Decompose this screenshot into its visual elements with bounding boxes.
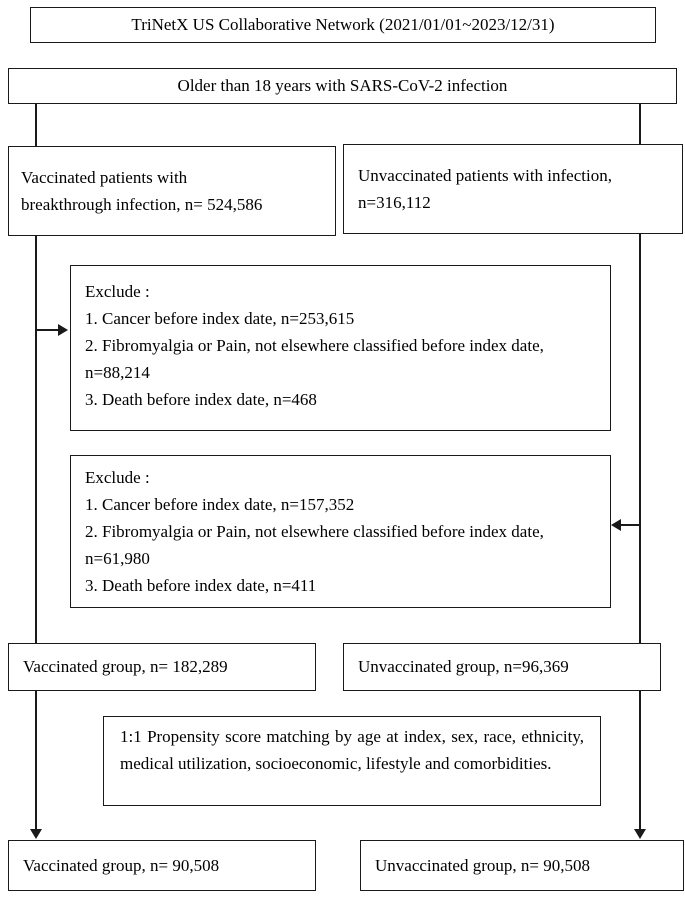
exclude-header: Exclude :	[85, 282, 150, 301]
exclude-item: 1. Cancer before index date, n=157,352	[85, 495, 355, 514]
eligibility-box	[8, 68, 677, 104]
network-label: TriNetX US Collaborative Network (2021/01/01~2023/12/31)	[131, 15, 555, 34]
arrow-left-icon	[611, 519, 621, 531]
matching-label: 1:1 Propensity score matching by age at index, sex, race, ethnicity, medical utilization, socioeconomic, lifestyle and comorbidities.	[120, 727, 584, 773]
connector-left-top	[35, 104, 37, 146]
arrow-down-icon	[634, 829, 646, 839]
connector-right-mid	[639, 234, 641, 643]
unvaccinated-matched-label: Unvaccinated group, n= 90,508	[375, 855, 590, 875]
unvaccinated-matched-box	[360, 840, 684, 891]
vaccinated-matched-box	[8, 840, 316, 891]
vaccinated-group-box	[8, 643, 316, 691]
exclude-header: Exclude :	[85, 468, 150, 487]
vaccinated-patients-label: Vaccinated patients with breakthrough infection, n= 524,586	[21, 168, 263, 214]
exclude-item: 1. Cancer before index date, n=253,615	[85, 309, 355, 328]
unvaccinated-patients-box	[343, 144, 683, 234]
exclusion-box-vaccinated	[70, 265, 611, 431]
connector-right-bottom	[639, 691, 641, 829]
exclude-arrow-line-left	[36, 329, 60, 331]
connector-left-bottom	[35, 691, 37, 829]
arrow-down-icon	[30, 829, 42, 839]
exclude-item: 3. Death before index date, n=411	[85, 576, 317, 595]
network-box	[30, 7, 656, 43]
arrow-right-icon	[58, 324, 68, 336]
exclude-item: 2. Fibromyalgia or Pain, not elsewhere classified before index date, n=61,980	[85, 522, 544, 568]
connector-right-top	[639, 104, 641, 144]
exclude-item: 3. Death before index date, n=468	[85, 390, 317, 409]
unvaccinated-patients-label: Unvaccinated patients with infection, n=316,112	[358, 166, 612, 212]
exclude-arrow-line-right	[620, 524, 640, 526]
eligibility-label: Older than 18 years with SARS-CoV-2 infection	[177, 76, 508, 95]
unvaccinated-group-box	[343, 643, 661, 691]
exclude-item: 2. Fibromyalgia or Pain, not elsewhere classified before index date, n=88,214	[85, 336, 544, 382]
unvaccinated-group-label: Unvaccinated group, n=96,369	[358, 657, 569, 676]
vaccinated-patients-box	[8, 146, 336, 236]
matching-box	[103, 716, 601, 806]
connector-left-mid	[35, 236, 37, 643]
vaccinated-matched-label: Vaccinated group, n= 90,508	[23, 855, 220, 875]
exclusion-box-unvaccinated	[70, 455, 611, 608]
vaccinated-group-label: Vaccinated group, n= 182,289	[23, 657, 228, 676]
